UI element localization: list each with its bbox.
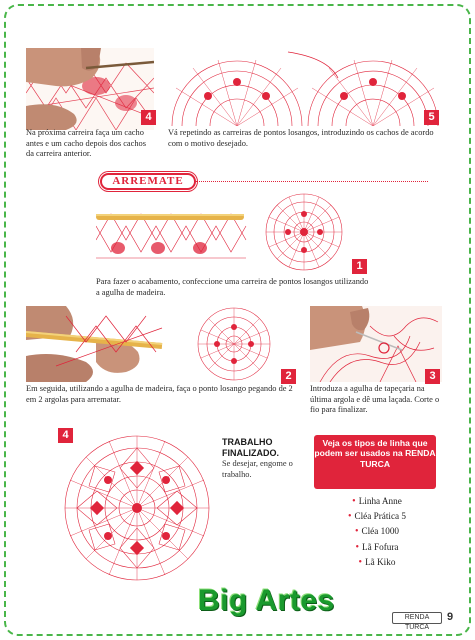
thread-type-label: Lã Kiko <box>365 556 396 567</box>
arremate-step-2-badge: 2 <box>281 369 296 384</box>
photo-arremate-step-1 <box>96 192 370 274</box>
bullet-icon: • <box>352 496 356 507</box>
bullet-icon: • <box>355 541 360 553</box>
thread-type-item <box>322 509 432 524</box>
bullet-icon: • <box>347 511 352 523</box>
arremate-step-1-caption: Para fazer o acabamento, confeccione uma carreira de pontos losangos utilizando a agulha de madeira. <box>96 277 369 297</box>
thread-type-item <box>322 540 432 555</box>
step-4-top-caption: Na próxima carreira faça um cacho antes e um cacho depois dos cachos da carreira anterior. <box>26 128 147 159</box>
thread-types-list <box>322 494 432 570</box>
step-4-top-badge: 4 <box>141 110 156 125</box>
arremate-step-2-caption: Em seguida, utilizando a agulha de madeira, faça o ponto losango pegando de 2 em 2 argolas para arrematar. <box>26 384 293 404</box>
thread-types-heading: Veja os tipos de linha que podem ser usados na RENDA TURCA <box>314 435 436 489</box>
step-5-top-caption: Vá repetindo as carreiras de pontos losangos, introduzindo os cachos de acordo com o motivo desejado. <box>168 128 434 148</box>
photo-arremate-step-3 <box>310 306 442 382</box>
thread-type-label: Cléa Prática 5 <box>354 511 407 522</box>
photo-finished-doily <box>58 428 216 586</box>
finished-text: Se desejar, engome o trabalho. <box>222 459 293 479</box>
step-5-top-badge: 5 <box>424 110 439 125</box>
arremate-step-3-caption: Introduza a agulha de tapeçaria na última argola e dê uma laçada. Corte o fio para finalizar. <box>310 384 440 415</box>
arremate-step-4-badge: 4 <box>58 428 73 443</box>
bullet-icon: • <box>354 526 359 538</box>
section-title-arremate: ARREMATE <box>100 173 196 190</box>
thread-type-item <box>322 524 432 539</box>
photo-step-5-top <box>168 48 442 126</box>
photo-step-4-top <box>26 48 154 130</box>
thread-type-item <box>322 555 432 570</box>
footer-section-tab: RENDA TURCA <box>392 612 442 624</box>
arremate-step-1-badge: 1 <box>352 259 367 274</box>
brand-watermark: Big Artes <box>198 584 335 617</box>
thread-type-label: Cléa 1000 <box>361 526 400 537</box>
section-divider <box>196 181 428 182</box>
finished-title: TRABALHO FINALIZADO. <box>222 437 279 458</box>
photo-arremate-step-2 <box>26 306 298 382</box>
arremate-step-3-badge: 3 <box>425 369 440 384</box>
thread-type-label: Linha Anne <box>358 496 402 506</box>
thread-type-label: Lã Fofura <box>362 541 399 552</box>
page-number: 9 <box>447 611 454 623</box>
thread-type-item <box>322 494 432 509</box>
bullet-icon: • <box>358 556 363 568</box>
